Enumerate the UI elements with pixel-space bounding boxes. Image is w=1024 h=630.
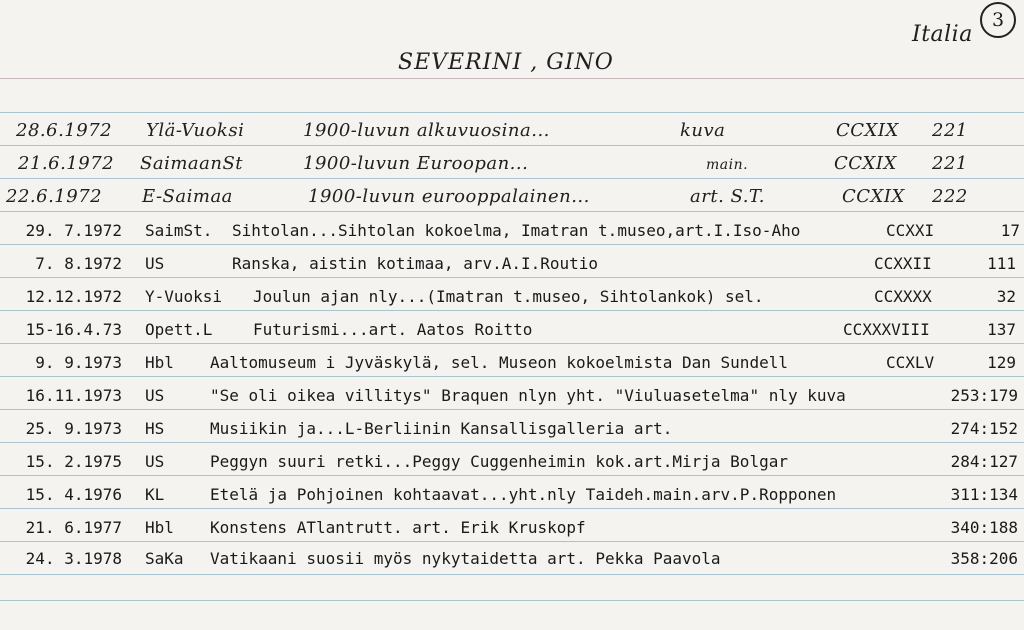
entry-date: 21. 6.1977 xyxy=(25,518,122,537)
entry-ref: CCXXII xyxy=(874,254,932,273)
entry-type: art. S.T. xyxy=(690,186,766,207)
entry-page: 358:206 xyxy=(950,549,1018,568)
entry-page: 129 xyxy=(987,353,1016,372)
entry-source: US xyxy=(145,254,165,273)
country-note: Italia xyxy=(912,22,973,47)
entry-text: Konstens ATlantrutt. art. Erik Kruskopf xyxy=(210,518,586,537)
entry-type: kuva xyxy=(680,120,726,141)
entry-date: 29. 7.1972 xyxy=(25,221,122,240)
entry-date: 21.6.1972 xyxy=(18,153,115,174)
ruled-line xyxy=(0,112,1024,113)
entry-source: Opett.L xyxy=(145,320,213,339)
ruled-line xyxy=(0,343,1024,344)
ruled-line xyxy=(0,244,1024,245)
entry-page: 221 xyxy=(932,120,968,141)
entry-date: 28.6.1972 xyxy=(16,120,113,141)
entry-type: main. xyxy=(706,157,749,173)
entry-source: Hbl xyxy=(145,518,174,537)
entry-source: Ylä-Vuoksi xyxy=(146,120,245,141)
entry-page: 253:179 xyxy=(950,386,1018,405)
ruled-line xyxy=(0,574,1024,575)
entry-date: 7. 8.1972 xyxy=(35,254,122,273)
entry-source: Y-Vuoksi xyxy=(145,287,223,306)
entry-text: "Se oli oikea villitys" Braquen nlyn yht. "Viuluasetelma" nly kuva xyxy=(210,386,846,405)
entry-page: 17 xyxy=(1000,221,1020,240)
entry-text: Aaltomuseum i Jyväskylä, sel. Museon kokoelmista Dan Sundell xyxy=(210,353,788,372)
entry-text: Joulun ajan nly...(Imatran t.museo, Sihtolankok) sel. xyxy=(253,287,764,306)
card-number-circle xyxy=(980,2,1016,38)
entry-date: 16.11.1973 xyxy=(25,386,122,405)
ruled-line xyxy=(0,508,1024,509)
entry-date: 15-16.4.73 xyxy=(25,320,122,339)
entry-date: 25. 9.1973 xyxy=(25,419,122,438)
entry-text: Peggyn suuri retki...Peggy Cuggenheimin kok.art.Mirja Bolgar xyxy=(210,452,788,471)
entry-text: Musiikin ja...L-Berliinin Kansallisgalleria art. xyxy=(210,419,673,438)
ruled-line xyxy=(0,442,1024,443)
entry-page: 111 xyxy=(987,254,1016,273)
entry-date: 12.12.1972 xyxy=(25,287,122,306)
ruled-line xyxy=(0,310,1024,311)
entry-source: SaimaanSt xyxy=(140,153,244,174)
entry-date: 15. 4.1976 xyxy=(25,485,122,504)
entry-date: 9. 9.1973 xyxy=(35,353,122,372)
ruled-line xyxy=(0,145,1024,146)
entry-ref: CCXIX xyxy=(834,153,897,174)
entry-text: Sihtolan...Sihtolan kokoelma, Imatran t.museo,art.I.Iso-Aho xyxy=(232,221,801,240)
entry-date: 22.6.1972 xyxy=(6,186,103,207)
entry-ref: CCXLV xyxy=(886,353,935,372)
entry-source: KL xyxy=(145,485,165,504)
card-title: SEVERINI , GINO xyxy=(398,50,614,75)
entry-page: 222 xyxy=(932,186,968,207)
entry-source: US xyxy=(145,452,165,471)
ruled-line xyxy=(0,600,1024,601)
entry-source: Hbl xyxy=(145,353,174,372)
entry-source: US xyxy=(145,386,165,405)
entry-date: 24. 3.1978 xyxy=(25,549,122,568)
entry-text: Etelä ja Pohjoinen kohtaavat...yht.nly Taideh.main.arv.P.Ropponen xyxy=(210,485,837,504)
ruled-line xyxy=(0,541,1024,542)
entry-source: E-Saimaa xyxy=(142,186,233,207)
entry-source: HS xyxy=(145,419,165,438)
ruled-line xyxy=(0,277,1024,278)
ruled-line xyxy=(0,475,1024,476)
entry-source: SaimSt. xyxy=(145,221,213,240)
entry-page: 340:188 xyxy=(950,518,1018,537)
entry-text: Vatikaani suosii myös nykytaidetta art. Pekka Paavola xyxy=(210,549,721,568)
entry-ref: CCXXXX xyxy=(874,287,932,306)
entry-title: 1900-luvun alkuvuosina... xyxy=(303,120,550,141)
entry-ref: CCXXXVIII xyxy=(843,320,930,339)
entry-page: 137 xyxy=(987,320,1016,339)
entry-title: 1900-luvun eurooppalainen... xyxy=(308,186,590,207)
entry-date: 15. 2.1975 xyxy=(25,452,122,471)
ruled-line xyxy=(0,178,1024,179)
ruled-line xyxy=(0,78,1024,79)
entry-title: 1900-luvun Euroopan... xyxy=(303,153,529,174)
entry-page: 221 xyxy=(932,153,968,174)
ruled-line xyxy=(0,409,1024,410)
ruled-line xyxy=(0,211,1024,212)
card-number: 3 xyxy=(991,9,1005,31)
entry-ref: CCXIX xyxy=(842,186,905,207)
entry-text: Futurismi...art. Aatos Roitto xyxy=(253,320,533,339)
entry-page: 311:134 xyxy=(950,485,1018,504)
entry-page: 32 xyxy=(996,287,1016,306)
entry-text: Ranska, aistin kotimaa, arv.A.I.Routio xyxy=(232,254,599,273)
entry-ref: CCXIX xyxy=(836,120,899,141)
entry-page: 284:127 xyxy=(950,452,1018,471)
ruled-line xyxy=(0,376,1024,377)
entry-ref: CCXXI xyxy=(886,221,935,240)
entry-source: SaKa xyxy=(145,549,184,568)
entry-page: 274:152 xyxy=(950,419,1018,438)
